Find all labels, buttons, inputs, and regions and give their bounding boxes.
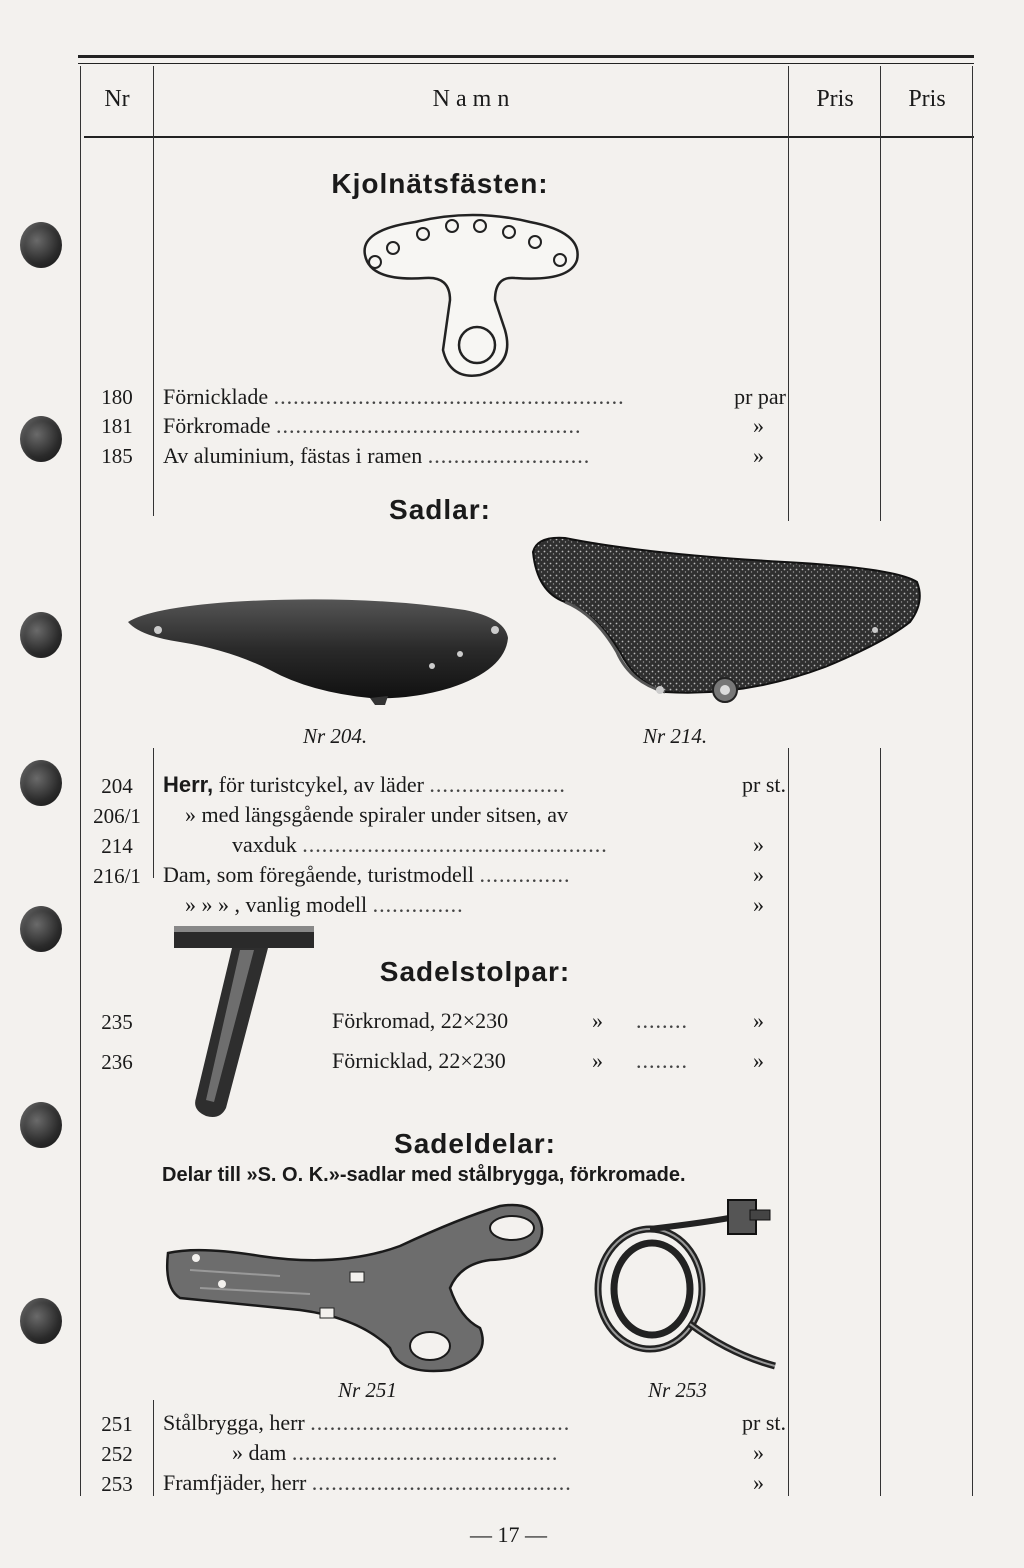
item-name-text: Förkromade	[163, 413, 271, 438]
item-name-text: Stålbrygga, herr	[163, 1410, 305, 1435]
section-heading-sadeldelar: Sadeldelar:	[394, 1128, 556, 1159]
page-number: — 17 —	[470, 1522, 547, 1547]
item-number: 236	[101, 1050, 133, 1074]
item-unit: »	[753, 862, 764, 887]
item-mid: »	[592, 1048, 603, 1073]
table-top-rule-thin	[78, 63, 974, 64]
section-heading-sadelstolpar: Sadelstolpar:	[379, 956, 571, 987]
col-divider-pris2	[880, 748, 881, 1496]
binder-hole	[20, 612, 62, 658]
col-divider-pris2	[880, 66, 881, 521]
col-header-nr: Nr	[104, 86, 130, 112]
item-number: 180	[101, 385, 133, 409]
item-unit: »	[753, 892, 764, 917]
binder-hole	[20, 760, 62, 806]
item-number: 253	[101, 1472, 133, 1496]
saddle-204-illustration	[120, 580, 515, 710]
header-bottom-rule	[84, 136, 974, 138]
item-unit: »	[753, 832, 764, 857]
item-name: Stålbrygga, herr ........................................	[163, 1410, 571, 1435]
figure-caption: Nr 214.	[643, 724, 708, 748]
item-name-text: » » » , vanlig modell	[185, 892, 368, 917]
front-spring-253-illustration	[590, 1194, 790, 1384]
item-number: 181	[101, 414, 133, 438]
item-number: 206/1	[93, 804, 141, 828]
item-name: Framfjäder, herr ........................................	[163, 1470, 572, 1495]
item-number: 235	[101, 1010, 133, 1034]
item-name: » med längsgående spiraler under sitsen, av	[185, 802, 569, 827]
item-number: 204	[101, 774, 133, 798]
item-number: 216/1	[93, 864, 141, 888]
col-divider-nr	[153, 748, 154, 878]
item-name-text: Av aluminium, fästas i ramen	[163, 443, 423, 468]
item-name-text: för turistcykel, av läder	[213, 772, 424, 797]
item-name: Herr, för turistcykel, av läder .....................	[163, 772, 566, 797]
item-name: Av aluminium, fästas i ramen .........................	[163, 443, 591, 468]
col-header-namn: N a m n	[432, 86, 510, 112]
item-name: Förkromade ...............................................	[163, 413, 582, 438]
item-name-text: vaxduk	[232, 832, 297, 857]
skirt-guard-clip-illustration	[355, 210, 590, 385]
binder-hole	[20, 1298, 62, 1344]
binder-hole	[20, 1102, 62, 1148]
item-mid: »	[592, 1008, 603, 1033]
item-unit: pr par	[734, 384, 786, 409]
item-name: vaxduk ...............................................	[232, 832, 608, 857]
item-name-text: Förnicklade	[163, 384, 269, 409]
section-heading-kjolnatsfasten: Kjolnätsfästen:	[331, 168, 549, 199]
col-divider-nr	[153, 66, 154, 516]
item-unit: »	[753, 1440, 764, 1465]
item-unit: »	[753, 443, 764, 468]
col-divider-right	[972, 66, 973, 1496]
item-name-bold: Herr,	[163, 772, 214, 797]
binder-hole	[20, 416, 62, 462]
seat-post-illustration	[170, 922, 320, 1122]
item-unit: »	[753, 1470, 764, 1495]
figure-caption: Nr 251	[338, 1378, 397, 1402]
section-heading-sadlar: Sadlar:	[389, 494, 491, 525]
item-name-text: Dam, som föregående, turistmodell	[163, 862, 474, 887]
leader-dots: ........	[636, 1048, 688, 1073]
item-unit: pr st.	[742, 772, 786, 797]
col-divider-left	[80, 66, 81, 1496]
item-unit: »	[753, 1048, 764, 1073]
item-name: Förkromad, 22×230	[332, 1008, 509, 1033]
col-header-pris: Pris	[908, 86, 946, 112]
col-divider-nr	[153, 1400, 154, 1496]
item-unit: »	[753, 1008, 764, 1033]
leader-dots: ........	[636, 1008, 688, 1033]
col-divider-pris	[788, 66, 789, 521]
item-name: Dam, som föregående, turistmodell ..............	[163, 862, 571, 887]
item-unit: pr st.	[742, 1410, 786, 1435]
item-number: 252	[101, 1442, 133, 1466]
item-number: 214	[101, 834, 133, 858]
item-name: Förnicklad, 22×230	[332, 1048, 506, 1073]
figure-caption: Nr 204.	[303, 724, 368, 748]
item-name-text: » dam	[232, 1440, 287, 1465]
item-name-text: Framfjäder, herr	[163, 1470, 307, 1495]
item-name: » dam .........................................	[232, 1440, 559, 1465]
section-subtitle: Delar till »S. O. K.»-sadlar med stålbrygga, förkromade.	[162, 1164, 686, 1186]
binder-hole	[20, 906, 62, 952]
item-name: Förnicklade ......................................................	[163, 384, 625, 409]
saddle-214-illustration	[525, 532, 925, 717]
col-header-pris: Pris	[816, 86, 854, 112]
item-number: 185	[101, 444, 133, 468]
item-number: 251	[101, 1412, 133, 1436]
figure-caption: Nr 253	[648, 1378, 707, 1402]
item-name: » » » , vanlig modell ..............	[185, 892, 464, 917]
saddle-bridge-251-illustration	[160, 1198, 550, 1378]
item-unit: »	[753, 413, 764, 438]
binder-hole	[20, 222, 62, 268]
table-top-rule	[78, 55, 974, 58]
